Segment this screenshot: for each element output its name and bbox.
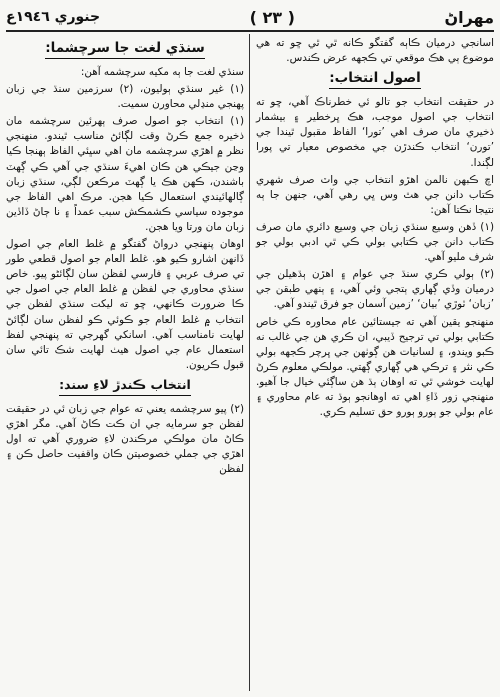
paragraph: (٢) ٻولي ڪري سنڌ جي عوام ۽ اهڙن ٻڌهيلن جي درميان وڏي ڳهاري ٻتجي وئي آهي، ۽ ٻنهي طبقن جي ’زبان‘ ٽوڙي ’بيان‘ ’زمين آسمان جو فرق ٿيندو آهي. [256, 268, 494, 311]
column-divider [249, 34, 250, 691]
page-header [6, 4, 494, 32]
paragraph: سنڌي لغت جا ٻه مکيه سرچشمه آهن: [80, 66, 244, 78]
paragraph: (١) انتخاب جو اصول صرف ٻهرئين سرچشمه مان ذخيره جمع ڪرڻ وقت لڳائڻ مناسب ٿيندو. منهنجي نظر ۾ اهڙي سرچشمه مان اهي سڀئي الفاظ ٻهنجا ڪيا وڃن جيڪي هن ڪان اهيءَ سنڌي جي آهي ڪي ڳهٽ باشندن، ڪهن هڪ يا ڳهٽ مرڪعن لڳي، سنڌي زبان ڳالهائيندي استعمال ڪيا هجن. مرڪ اهي الفاظ جي موجوده سياسي ڪشمڪش سبب عمداً ۽ نا ڄاڻ ڏاڏين زبان مان ورتا ويا هجن. [6, 115, 244, 233]
paragraph: در حقيقت انتخاب جو تالو ئي خطرناڪ آهي، ڇو ته انتخاب جي اصول موجب، هڪ ڀرخطير ۽ بيشمار ذخيري مان صرف اهي ’تورا‘ الفاظ مقبول ٿيندا جي ’تورن‘ انتخاب ڪندڙن جي مخصوص معيار تي پورا لڳندا. [256, 96, 494, 169]
magazine-title: مهراڻ [444, 7, 494, 27]
paragraph: (١) غير سنڌي ٻوليون، (٢) سرزمين سنڌ جي زبان پهنجي منڍلي محاورن سميت. [6, 83, 245, 111]
section-heading-selector-authority: انتخاب ڪندڙ لاءِ سند: [6, 376, 244, 396]
paragraph: (١) ڏهن وسيع سنڌي زبان جي وسيع دائري مان صرف ڪتاب دانن جي ڪتابي بولي ڪي ٿي ادبي بولي جو شرف مليو آهي. [256, 220, 494, 264]
section-heading-sources: سنڌي لغت جا سرچشما: [6, 39, 244, 59]
paragraph: منهنجو يقين آهي ته جيستائين عام محاوره ڪي خاص ڪتابي بولي تي ترجيح ڏيبي، ان ڪري هن جي غالب نه ڪبو ويندو، ۽ لسانيات هن ڳوٺهن جي ڀرچر ڪجهه بولي ڪي نثر ۽ ترڪي هي ڳهاري ڳهتي. مولڪي معلوم ڪرڻ لهايت خوشي ٿي ته اوهان ٻڌ هن ساڳئي خيال جا آهيو. منهنجي زور ڏاءِ اهي ته اوهانجو ٻوڌ ته عام محاوري ۽ عام بولي جو ٻورو ٻورو حق تسليم ڪري. [256, 315, 494, 419]
intro-paragraph: اسانجي درميان ڪاٻه گفتگو ڪانه ٿي ٿي ڇو ته هي موضوع ٻي هڪ موقعي تي ڪجهه عرض ڪندس. [256, 37, 494, 65]
paragraph: (٢) پيو سرچشمه يعني ته عوام جي زبان ئي در حقيقت لفظن جو سرمايه جي ان ڪت ڪاڻ آهي. مگر اهڙي ڪاڻ مان مولڪي مرڪندن لاءِ ضروري آهي ته اول اهڙي جي جملي خصوصيتن ڪان واقفيت حاصل ڪن ۽ لفظن [6, 402, 244, 476]
left-column [6, 36, 244, 479]
paragraph: اوهان پنهنجي درواڻ گفتگو ۾ غلط العام جي اصول ڏانهن اشارو ڪيو هو. غلط العام جو اصول قطعي طور تي صرف عربي ۽ فارسي لفظن سان لڳائڻو پيو. خاص سنڌي محاوري جي لفظن ۾ غلط العام جي اصول جي ڪا ضرورت ڪانهي، ڇو ته ليکت سنڌي لفظن جي انتخاب ۾ غلط العام جو ڪوئي ڪو لفظن سان لڳائڻ لهايت نامناسب آهي. اسانکي گهرجي ته پنهنجي لفظ استعمال عام جي اصول هيٺ لهايت شڪ تائي سان قبول ڪريون. [6, 238, 244, 371]
paragraph: اچ ڪبهن نالمن اهڙو انتخاب جي واٽ صرف شهري ڪتاب دانن جي هٿ وس ڀي رهي آهي، جنهن جا ٻه نتيجا نڪتا آهن: [256, 173, 494, 216]
section-heading-selection-principle: اصول انتخاب: [256, 69, 494, 89]
issue-date: جنوري ١٩٤٦ع [6, 9, 101, 25]
page-number: ( ٢٣ ) [249, 7, 295, 27]
right-column [256, 36, 494, 422]
